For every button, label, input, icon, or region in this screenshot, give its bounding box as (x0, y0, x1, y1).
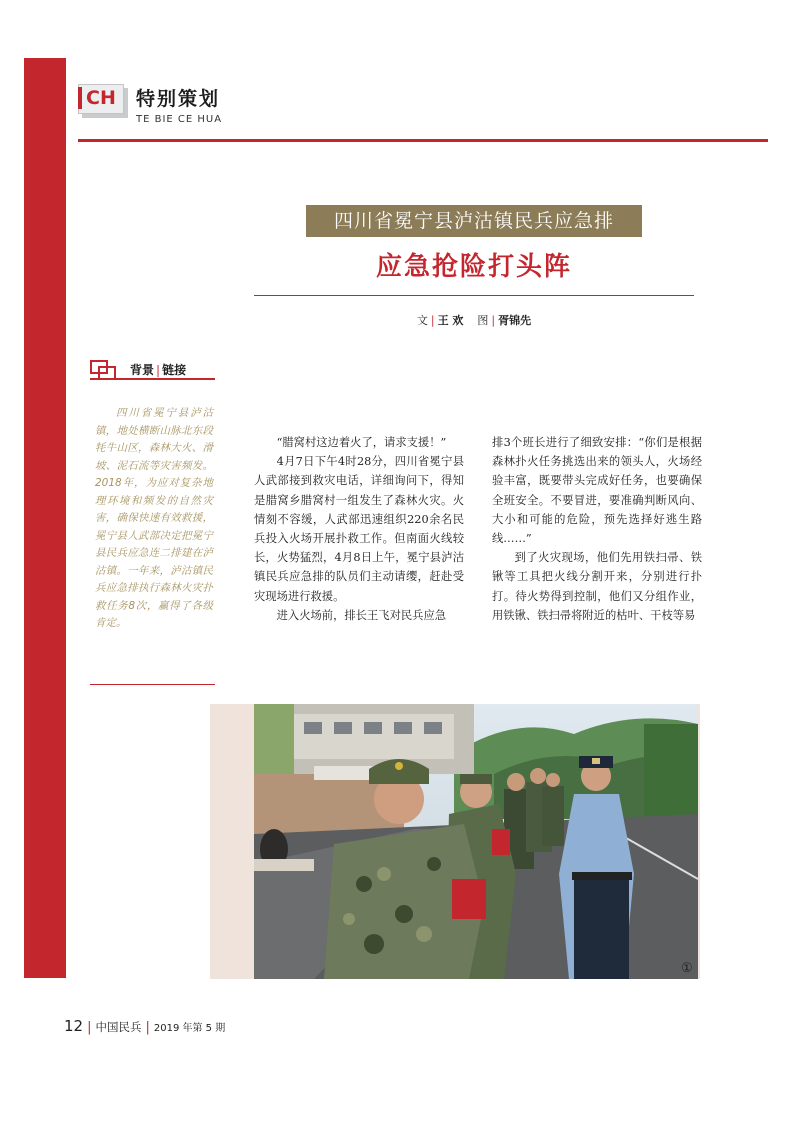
ch-logo (78, 84, 128, 118)
paragraph: 到了火灾现场，他们先用铁扫帚、铁锹等工具把火线分割开来，分别进行扑打。待火势得到控制，他们又分组作业，用铁锹、铁扫帚将附近的枯叶、干枝等易 (492, 551, 702, 622)
header-divider (78, 139, 768, 142)
page-footer: 12 | 中国民兵 | 2019 年第 5 期 (64, 1017, 226, 1035)
left-accent-bar (24, 58, 66, 978)
background-box-bottom-rule (90, 684, 215, 685)
magazine-name: 中国民兵 (95, 1020, 142, 1034)
section-pinyin: TE BIE CE HUA (136, 114, 223, 125)
section-header (78, 84, 768, 144)
byline-author: 王 欢 (437, 314, 464, 327)
paragraph: 4月7日下午4时28分，四川省冕宁县人武部接到救灾电话，详细询问下，得知是腊窝乡腊窝村一组发生了森林火灾。火情刻不容缓，人武部迅速组织220余名民兵投入火场开展扑救工作。但南面火线较长，火势猛烈，4月8日上午，冕宁县泸沽镇民兵应急排的队员们主动请缨，赶赴受灾现场进行救援。 (254, 455, 464, 603)
article-photo (254, 704, 698, 979)
article-headline: 应急抢险打头阵 (375, 252, 572, 282)
article-column-2 (492, 433, 702, 625)
logo-text: CH (86, 87, 116, 109)
byline-text-label: 文 (416, 314, 428, 327)
section-title: 特别策划 (136, 88, 221, 110)
byline-photo-label: 图 (477, 314, 489, 327)
background-box-label: 背景 | 链接 (130, 363, 187, 377)
issue-label: 2019 年第 5 期 (153, 1023, 226, 1034)
background-box-rule (90, 378, 215, 380)
paragraph: 进入火场前，排长王飞对民兵应急 (276, 608, 447, 622)
background-box-header (90, 358, 215, 380)
byline-photographer: 胥锦先 (498, 314, 532, 327)
paragraph: 排3个班长进行了细致安排：“你们是根据森林扑火任务挑选出来的领头人，火场经验丰富，既要带头完成好任务，也要确保全班安全。不要冒进，要准确判断风向、大小和可能的危险，预先选择好逃生路线……” (492, 436, 702, 546)
background-box-text: 四川省冕宁县泸沽镇，地处横断山脉北东段牦牛山区，森林大火、滑坡、泥石流等灾害频发。2018年，为应对复杂地理环境和频发的自然灾害，确保快速有效救援，冕宁县人武部决定把冕宁县民兵应急连二排建在泸沽镇。一年来，泸沽镇民兵应急排执行森林火灾扑救任务8次，赢得了各级肯定。 (95, 407, 213, 629)
page-number: 12 (64, 1017, 84, 1035)
photo-number: ① (681, 961, 693, 976)
byline: 文 | 王 欢 图 | 胥锦先 (416, 314, 532, 327)
title-divider (254, 295, 694, 296)
link-icon (90, 360, 120, 380)
paragraph: “腊窝村这边着火了，请求支援！” (276, 436, 447, 449)
article-column-1 (254, 433, 464, 625)
article-kicker: 四川省冕宁县泸沽镇民兵应急排 (306, 205, 642, 237)
